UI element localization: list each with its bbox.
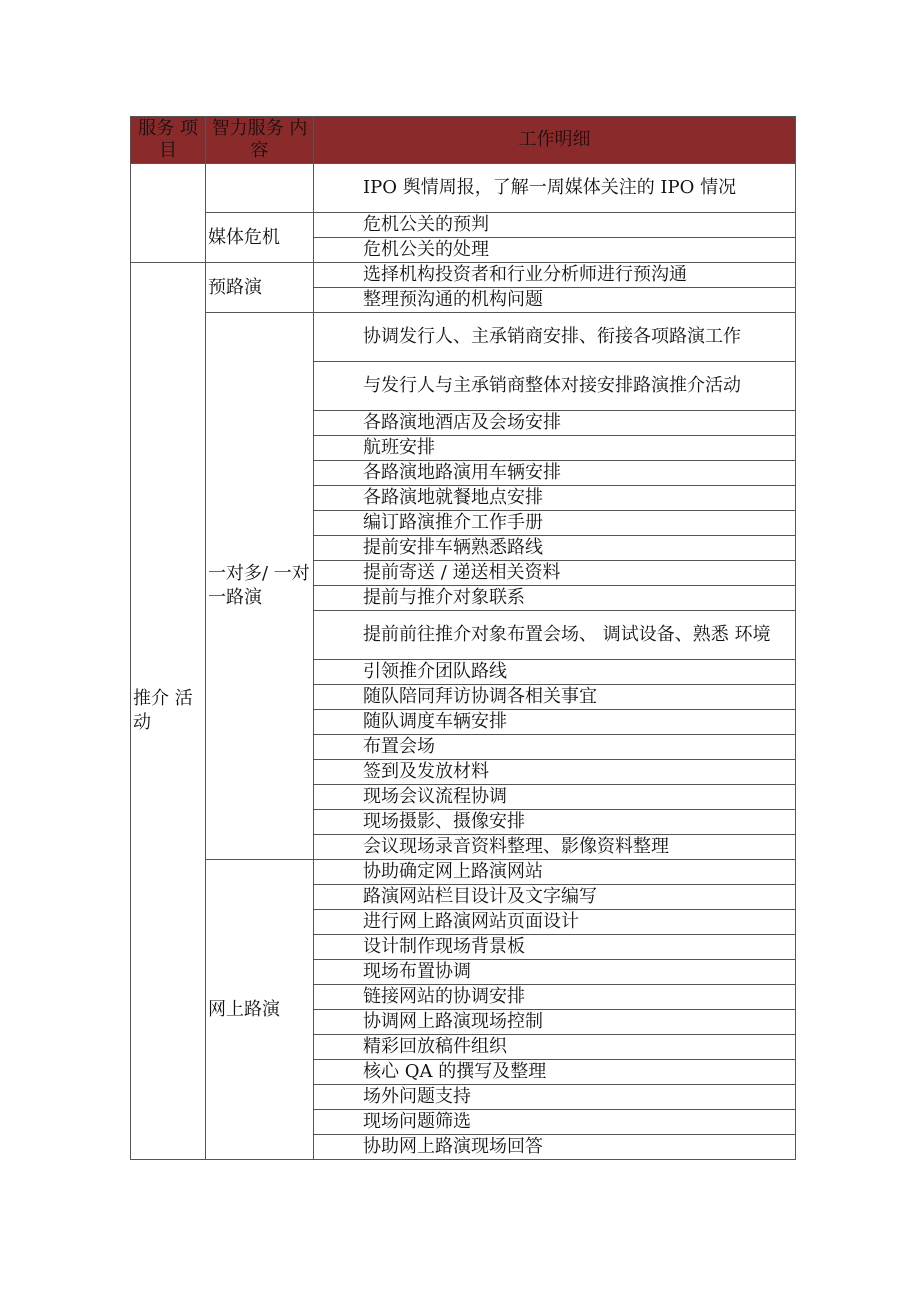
work-detail-text: 各路演地就餐地点安排 [363,487,543,508]
work-detail-cell [314,910,796,935]
work-detail-cell [314,1035,796,1060]
work-detail-cell [314,1135,796,1160]
work-detail-cell [314,461,796,486]
work-detail-text: 随队陪同拜访协调各相关事宜 [363,686,597,707]
work-detail-text: 场外问题支持 [363,1086,471,1107]
work-detail-text: 提前安排车辆熟悉路线 [363,537,543,558]
table-row [131,313,796,362]
work-detail-text: 与发行人与主承销商整体对接安排路演推介活动 [363,375,741,396]
work-detail-cell [314,985,796,1010]
service-content-cell: 一对多/ 一对一路演 [206,313,314,860]
service-content-cell [206,164,314,213]
work-detail-cell [314,685,796,710]
work-detail-text: 协助网上路演现场回答 [363,1136,543,1157]
work-detail-cell [314,263,796,288]
work-detail-cell [314,288,796,313]
work-detail-cell [314,960,796,985]
work-detail-text: 各路演地酒店及会场安排 [363,412,561,433]
work-detail-text: 提前与推介对象联系 [363,587,525,608]
work-detail-text: 精彩回放稿件组织 [363,1036,507,1057]
work-detail-cell [314,536,796,561]
table-row [131,263,796,288]
work-detail-cell [314,835,796,860]
work-detail-cell [314,1010,796,1035]
service-content-cell: 网上路演 [206,860,314,1160]
work-detail-text: 链接网站的协调安排 [363,986,525,1007]
work-detail-cell [314,164,796,213]
work-detail-text: 编订路演推介工作手册 [363,512,543,533]
table-body [131,164,796,1160]
work-detail-text: 路演网站栏目设计及文字编写 [363,886,597,907]
work-detail-cell [314,511,796,536]
work-detail-text: 选择机构投资者和行业分析师进行预沟通 [363,264,687,285]
work-detail-cell [314,1060,796,1085]
work-detail-text: 现场布置协调 [363,961,471,982]
work-detail-text: 随队调度车辆安排 [363,711,507,732]
header-service-content: 智力服务 内容 [206,117,314,164]
work-detail-cell [314,1085,796,1110]
work-detail-text: 布置会场 [363,736,435,757]
work-detail-cell [314,238,796,263]
work-detail-text: 航班安排 [363,437,435,458]
work-detail-text: 现场会议流程协调 [363,786,507,807]
work-detail-cell [314,885,796,910]
service-category-cell: 推介 活动 [131,263,206,1160]
work-detail-cell [314,1110,796,1135]
service-table [130,116,796,1160]
table-row [131,860,796,885]
header-row [131,117,796,164]
work-detail-text: 协调网上路演现场控制 [363,1011,543,1032]
work-detail-cell [314,362,796,411]
work-detail-text: 危机公关的处理 [363,239,489,260]
work-detail-text: 现场摄影、摄像安排 [363,811,525,832]
work-detail-text: 引领推介团队路线 [363,661,507,682]
work-detail-text: 会议现场录音资料整理、影像资料整理 [363,836,669,857]
work-detail-cell [314,860,796,885]
table-row [131,164,796,213]
service-content-cell: 媒体危机 [206,213,314,263]
work-detail-cell [314,313,796,362]
work-detail-cell [314,785,796,810]
work-detail-cell [314,810,796,835]
work-detail-cell [314,611,796,660]
work-detail-cell [314,411,796,436]
work-detail-cell [314,710,796,735]
header-service-item: 服务 项 目 [131,117,206,164]
work-detail-cell [314,760,796,785]
header-work-detail: 工作明细 [314,117,796,164]
work-detail-text: 现场问题筛选 [363,1111,471,1132]
table-row [131,213,796,238]
work-detail-cell [314,213,796,238]
work-detail-text: 协助确定网上路演网站 [363,861,543,882]
work-detail-text: 设计制作现场背景板 [363,936,525,957]
work-detail-cell [314,486,796,511]
service-category-cell [131,164,206,263]
work-detail-cell [314,586,796,611]
work-detail-text: IPO 舆情周报，了解一周媒体关注的 IPO 情况 [363,177,737,198]
work-detail-text: 各路演地路演用车辆安排 [363,462,561,483]
work-detail-text: 进行网上路演网站页面设计 [363,911,579,932]
work-detail-cell [314,735,796,760]
work-detail-text: 签到及发放材料 [363,761,489,782]
work-detail-cell [314,561,796,586]
work-detail-text: 危机公关的预判 [363,214,489,235]
work-detail-cell [314,660,796,685]
work-detail-text: 提前前往推介对象布置会场、 调试设备、熟悉 环境 [363,624,771,645]
work-detail-text: 整理预沟通的机构问题 [363,289,543,310]
work-detail-text: 提前寄送 / 递送相关资料 [363,562,561,583]
work-detail-cell [314,436,796,461]
service-content-cell: 预路演 [206,263,314,313]
work-detail-text: 协调发行人、主承销商安排、衔接各项路演工作 [363,326,741,347]
work-detail-cell [314,935,796,960]
work-detail-text: 核心 QA 的撰写及整理 [363,1061,547,1082]
